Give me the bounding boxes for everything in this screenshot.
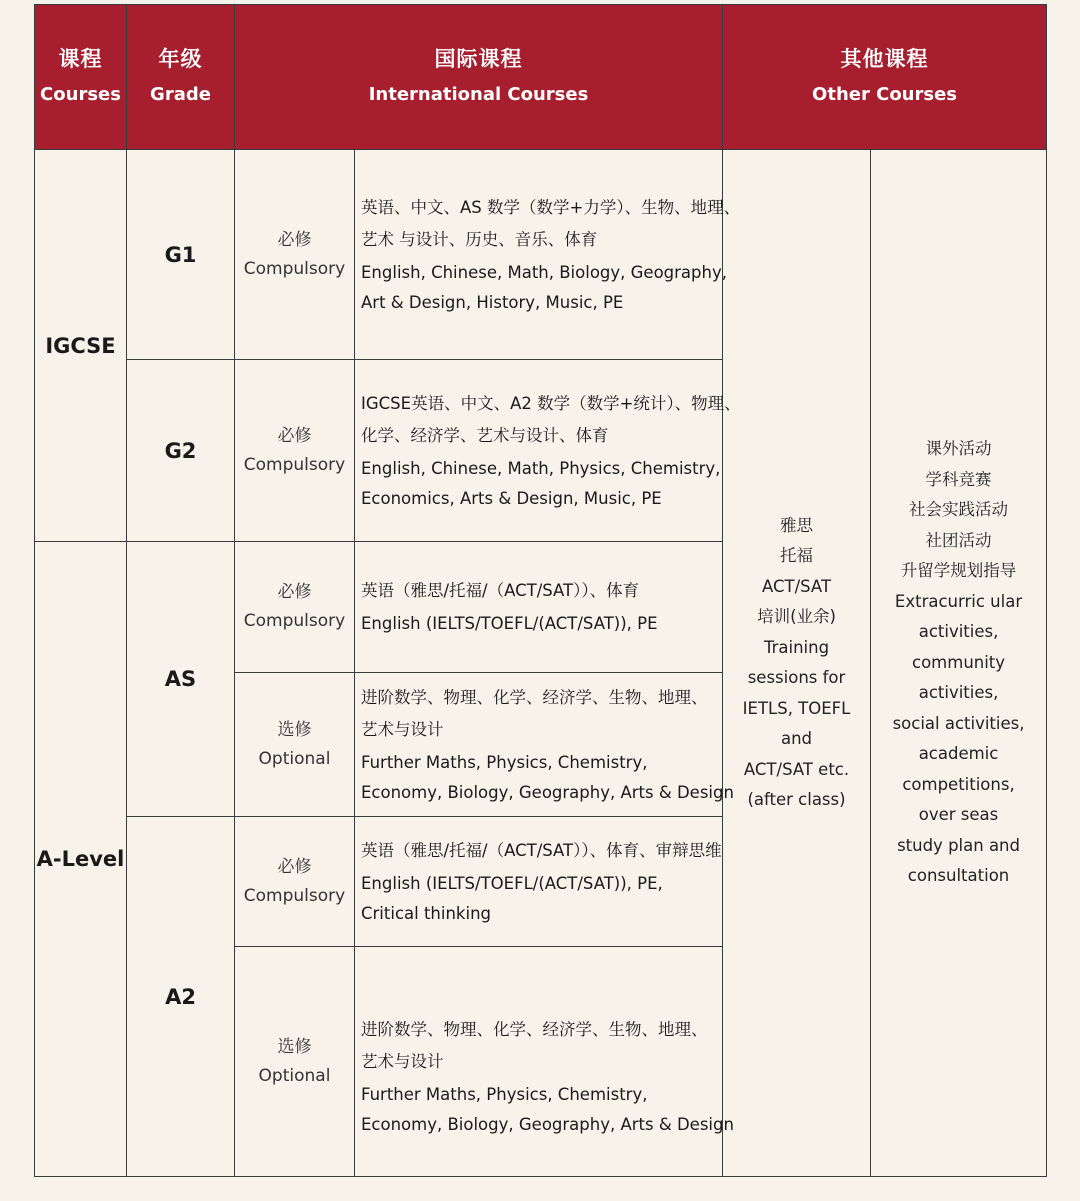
subjects-zh-line: 英语（雅思/托福/（ACT/SAT））、体育、审辩思维	[361, 840, 722, 860]
subjects-en-line: Economy, Biology, Geography, Arts & Design	[361, 1114, 734, 1134]
subjects-en-line: English (IELTS/TOEFL/(ACT/SAT)), PE	[361, 614, 658, 633]
subjects-en-line: Economy, Biology, Geography, Arts & Design	[361, 782, 734, 802]
header-international-zh: 国际课程	[434, 47, 523, 71]
other-line: 社会实践活动	[909, 500, 1009, 520]
training-line: (after class)	[747, 790, 846, 809]
subjects-cell	[355, 360, 741, 542]
course-type-zh: 必修	[277, 229, 312, 250]
header-international	[235, 5, 723, 150]
training-line: ACT/SAT etc.	[743, 759, 850, 779]
grade-cell: G1	[127, 150, 235, 360]
subjects-en-line: English (IELTS/TOEFL/(ACT/SAT)), PE,	[361, 873, 663, 893]
training-line: Training	[763, 637, 830, 657]
subjects-zh-line: 艺术与设计	[361, 1051, 444, 1071]
other-line: social activities,	[892, 713, 1025, 733]
curriculum-table-wrapper	[34, 4, 1046, 1177]
course-type-en: Compulsory	[243, 258, 346, 279]
course-type	[235, 360, 355, 542]
level-igcse: IGCSE	[35, 150, 127, 542]
course-type	[235, 542, 355, 673]
training-line: ACT/SAT	[762, 576, 832, 596]
other-line: community activities,	[912, 652, 1006, 703]
subjects-zh-line: 化学、经济学、艺术与设计、体育	[361, 425, 609, 445]
subjects-zh-line: 进阶数学、物理、化学、经济学、生物、地理、	[361, 687, 708, 707]
course-type-en: Compulsory	[243, 885, 346, 906]
grade-cell: AS	[127, 542, 235, 817]
course-type	[235, 673, 355, 817]
other-line: 社团活动	[925, 530, 992, 550]
header-other-zh: 其他课程	[840, 47, 929, 71]
course-type-zh: 必修	[277, 425, 312, 446]
course-type	[235, 817, 355, 947]
training-line: 托福	[780, 546, 814, 565]
header-grade-zh: 年级	[158, 47, 203, 71]
level-alevel: A-Level	[35, 542, 127, 1177]
grade-cell: A2	[127, 817, 235, 1177]
header-other	[723, 5, 1047, 150]
subjects-en-line: Further Maths, Physics, Chemistry,	[361, 752, 648, 772]
subjects-zh-line: 英语、中文、AS 数学（数学+力学）、生物、地理、	[361, 197, 741, 217]
subjects-cell	[355, 542, 723, 673]
subjects-en-line: Further Maths, Physics, Chemistry,	[361, 1084, 648, 1104]
training-line: sessions for	[747, 668, 846, 687]
training-cell	[723, 150, 871, 1177]
course-type-en: Compulsory	[243, 454, 346, 475]
other-line: 学科竞赛	[925, 469, 992, 489]
course-type-zh: 必修	[277, 582, 312, 602]
subjects-en-line: Art & Design, History, Music, PE	[361, 292, 624, 312]
subjects-zh-line: IGCSE英语、中文、A2 数学（数学+统计）、物理、	[361, 393, 741, 413]
header-courses-zh: 课程	[58, 47, 103, 71]
header-grade	[127, 5, 235, 150]
course-type-en: Optional	[258, 1065, 331, 1086]
training-line: and	[780, 729, 813, 748]
other-line: 课外活动	[925, 439, 992, 459]
header-row	[35, 5, 1047, 150]
header-international-en: International Courses	[368, 84, 589, 105]
other-line: over seas	[918, 805, 999, 825]
training-line: IETLS, TOEFL	[742, 698, 851, 718]
other-line: competitions,	[902, 774, 1015, 794]
subjects-cell	[355, 150, 741, 360]
subjects-en-line: English, Chinese, Math, Physics, Chemistry,	[361, 458, 721, 478]
header-courses-en: Courses	[40, 84, 121, 105]
other-line: activities,	[918, 622, 999, 642]
other-line: 升留学规划指导	[900, 561, 1017, 581]
subjects-cell	[355, 817, 723, 947]
subjects-en-line: Economics, Arts & Design, Music, PE	[361, 488, 662, 508]
header-other-en: Other Courses	[812, 84, 958, 105]
course-type-en: Optional	[258, 748, 331, 769]
header-courses	[35, 5, 127, 150]
table-row	[35, 150, 1047, 360]
other-activities-cell	[871, 150, 1047, 1177]
subjects-en-line: Critical thinking	[361, 903, 491, 923]
other-line: consultation	[907, 866, 1010, 886]
other-line: academic	[918, 744, 999, 764]
course-type-zh: 选修	[277, 1036, 312, 1057]
subjects-cell	[355, 947, 734, 1177]
grade-cell: G2	[127, 360, 235, 542]
course-type-zh: 选修	[277, 719, 312, 740]
subjects-zh-line: 艺术与设计	[361, 719, 444, 739]
training-line: 雅思	[780, 515, 814, 535]
training-line: 培训(业余)	[757, 607, 836, 626]
subjects-zh-line: 英语（雅思/托福/（ACT/SAT））、体育	[361, 581, 640, 600]
subjects-en-line: English, Chinese, Math, Biology, Geography,	[361, 262, 727, 282]
course-type	[235, 947, 355, 1177]
curriculum-table	[34, 4, 1047, 1177]
subjects-cell	[355, 673, 734, 817]
other-line: Extracurric ular	[894, 591, 1023, 611]
course-type-en: Compulsory	[243, 611, 346, 631]
other-line: study plan and	[897, 835, 1020, 855]
subjects-zh-line: 艺术 与设计、历史、音乐、体育	[361, 229, 598, 249]
course-type	[235, 150, 355, 360]
header-grade-en: Grade	[150, 84, 211, 105]
subjects-zh-line: 进阶数学、物理、化学、经济学、生物、地理、	[361, 1019, 708, 1039]
course-type-zh: 必修	[277, 856, 312, 877]
